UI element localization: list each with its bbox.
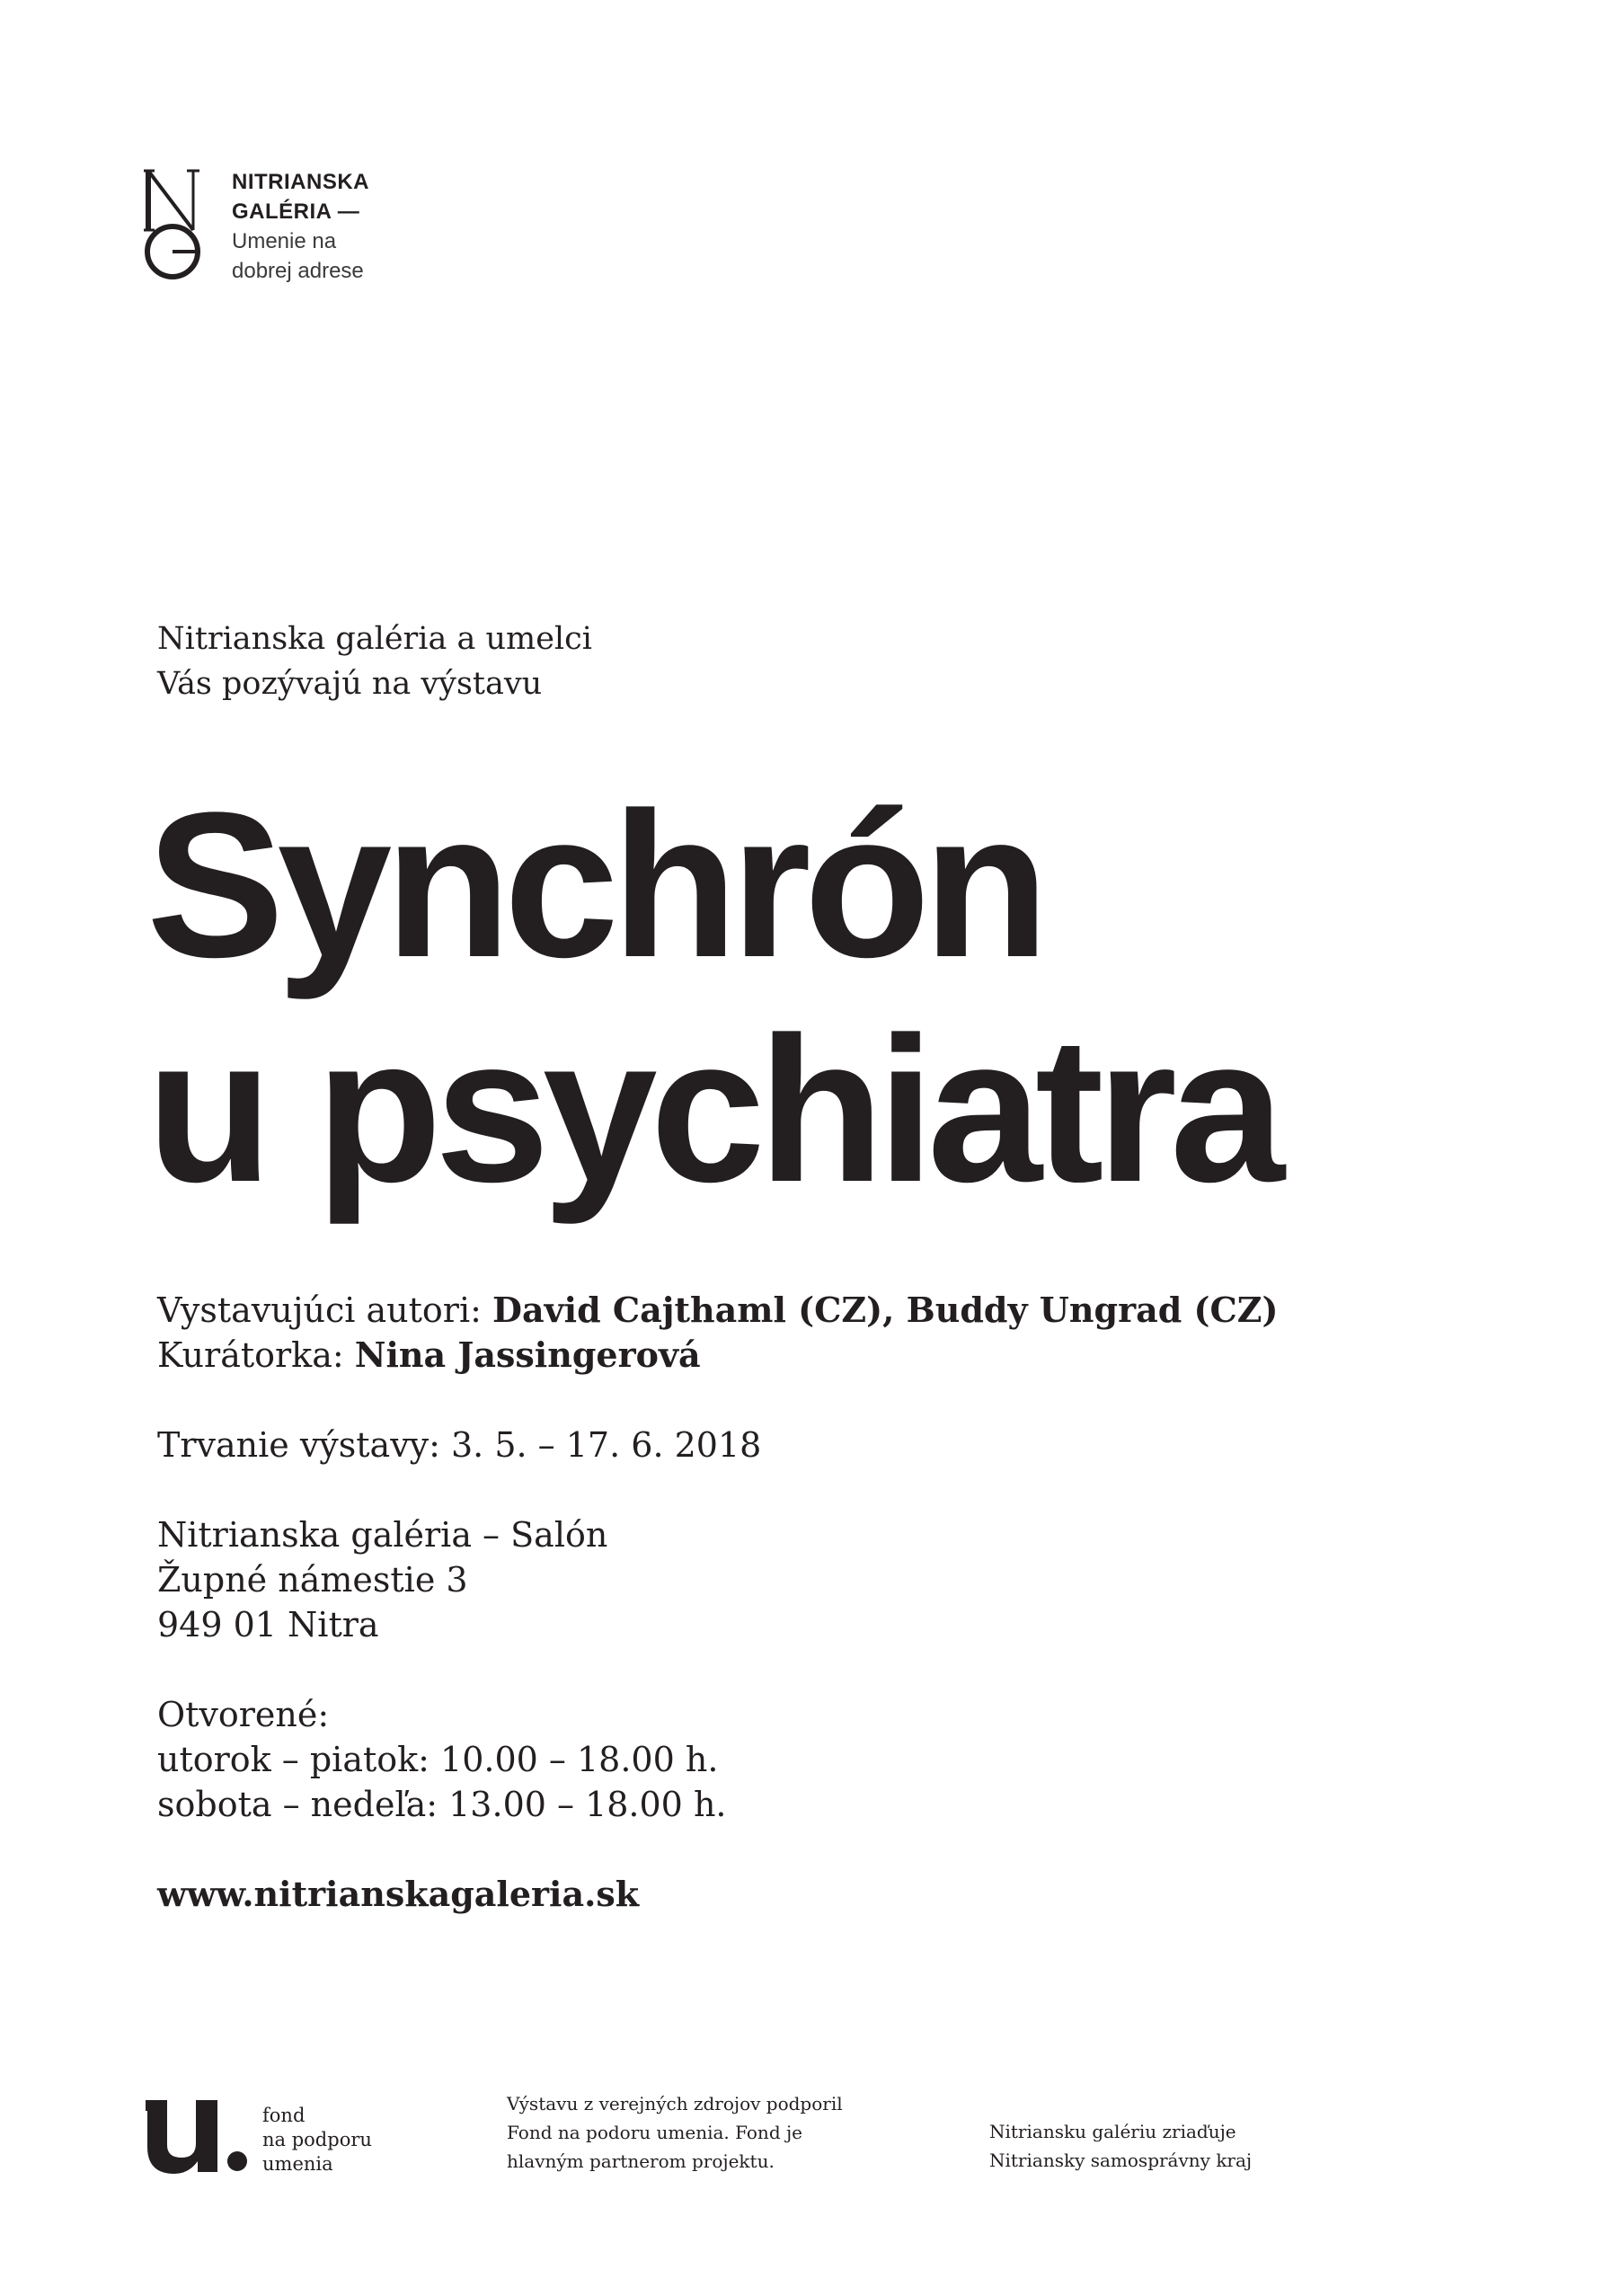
authors-label: Vystavujúci autori: — [157, 1290, 492, 1330]
opening-weekdays: utorok – piatok: 10.00 – 18.00 h. — [157, 1740, 719, 1779]
title-line2: u psychiatra — [146, 994, 1278, 1225]
curator-label: Kurátorka: — [157, 1335, 355, 1375]
curator-value: Nina Jassingerová — [354, 1334, 701, 1375]
ng-monogram-icon — [144, 169, 207, 280]
invitation-text — [157, 616, 592, 706]
authors-value: David Cajthaml (CZ), Buddy Ungrad (CZ) — [492, 1290, 1279, 1330]
title-line1: Synchrón — [146, 769, 1042, 1000]
support-line3: hlavným partnerom projektu. — [507, 2150, 775, 2172]
region-line1: Nitriansku galériu zriaďuje — [989, 2121, 1236, 2142]
tagline-line2: dobrej adrese — [232, 259, 364, 283]
duration-line: Trvanie výstavy: 3. 5. – 17. 6. 2018 — [157, 1425, 762, 1465]
invitation-line2: Vás pozývajú na výstavu — [157, 666, 543, 702]
support-note — [507, 2089, 843, 2176]
support-line2: Fond na podoru umenia. Fond je — [507, 2122, 803, 2143]
venue-line3: 949 01 Nitra — [157, 1605, 379, 1644]
exhibition-details — [157, 1288, 1279, 1917]
opening-label: Otvorené: — [157, 1695, 330, 1734]
website-link[interactable]: www.nitrianskagaleria.sk — [157, 1874, 640, 1914]
venue-line1: Nitrianska galéria – Salón — [157, 1515, 608, 1555]
opening-weekend: sobota – nedeľa: 13.00 – 18.00 h. — [157, 1785, 727, 1824]
logo-text — [232, 167, 369, 286]
curator-line — [157, 1333, 1279, 1378]
fund-line1: fond — [262, 2105, 306, 2126]
logo-name-line1: NITRIANSKA — [232, 170, 369, 194]
fund-line3: umenia — [262, 2153, 333, 2175]
fund-line2: na podporu — [262, 2129, 372, 2150]
fund-name — [262, 2104, 372, 2176]
authors-line — [157, 1288, 1279, 1333]
invitation-line1: Nitrianska galéria a umelci — [157, 621, 592, 657]
region-note — [989, 2117, 1252, 2175]
venue-line2: Župné námestie 3 — [157, 1560, 468, 1600]
exhibition-title — [146, 769, 1278, 1225]
tagline-line1: Umenie na — [232, 229, 337, 253]
support-line1: Výstavu z verejných zdrojov podporil — [507, 2093, 843, 2114]
fond-u-logo-icon — [144, 2098, 250, 2174]
logo-name-line2: GALÉRIA — — [232, 199, 360, 224]
region-line2: Nitriansky samosprávny kraj — [989, 2150, 1253, 2171]
